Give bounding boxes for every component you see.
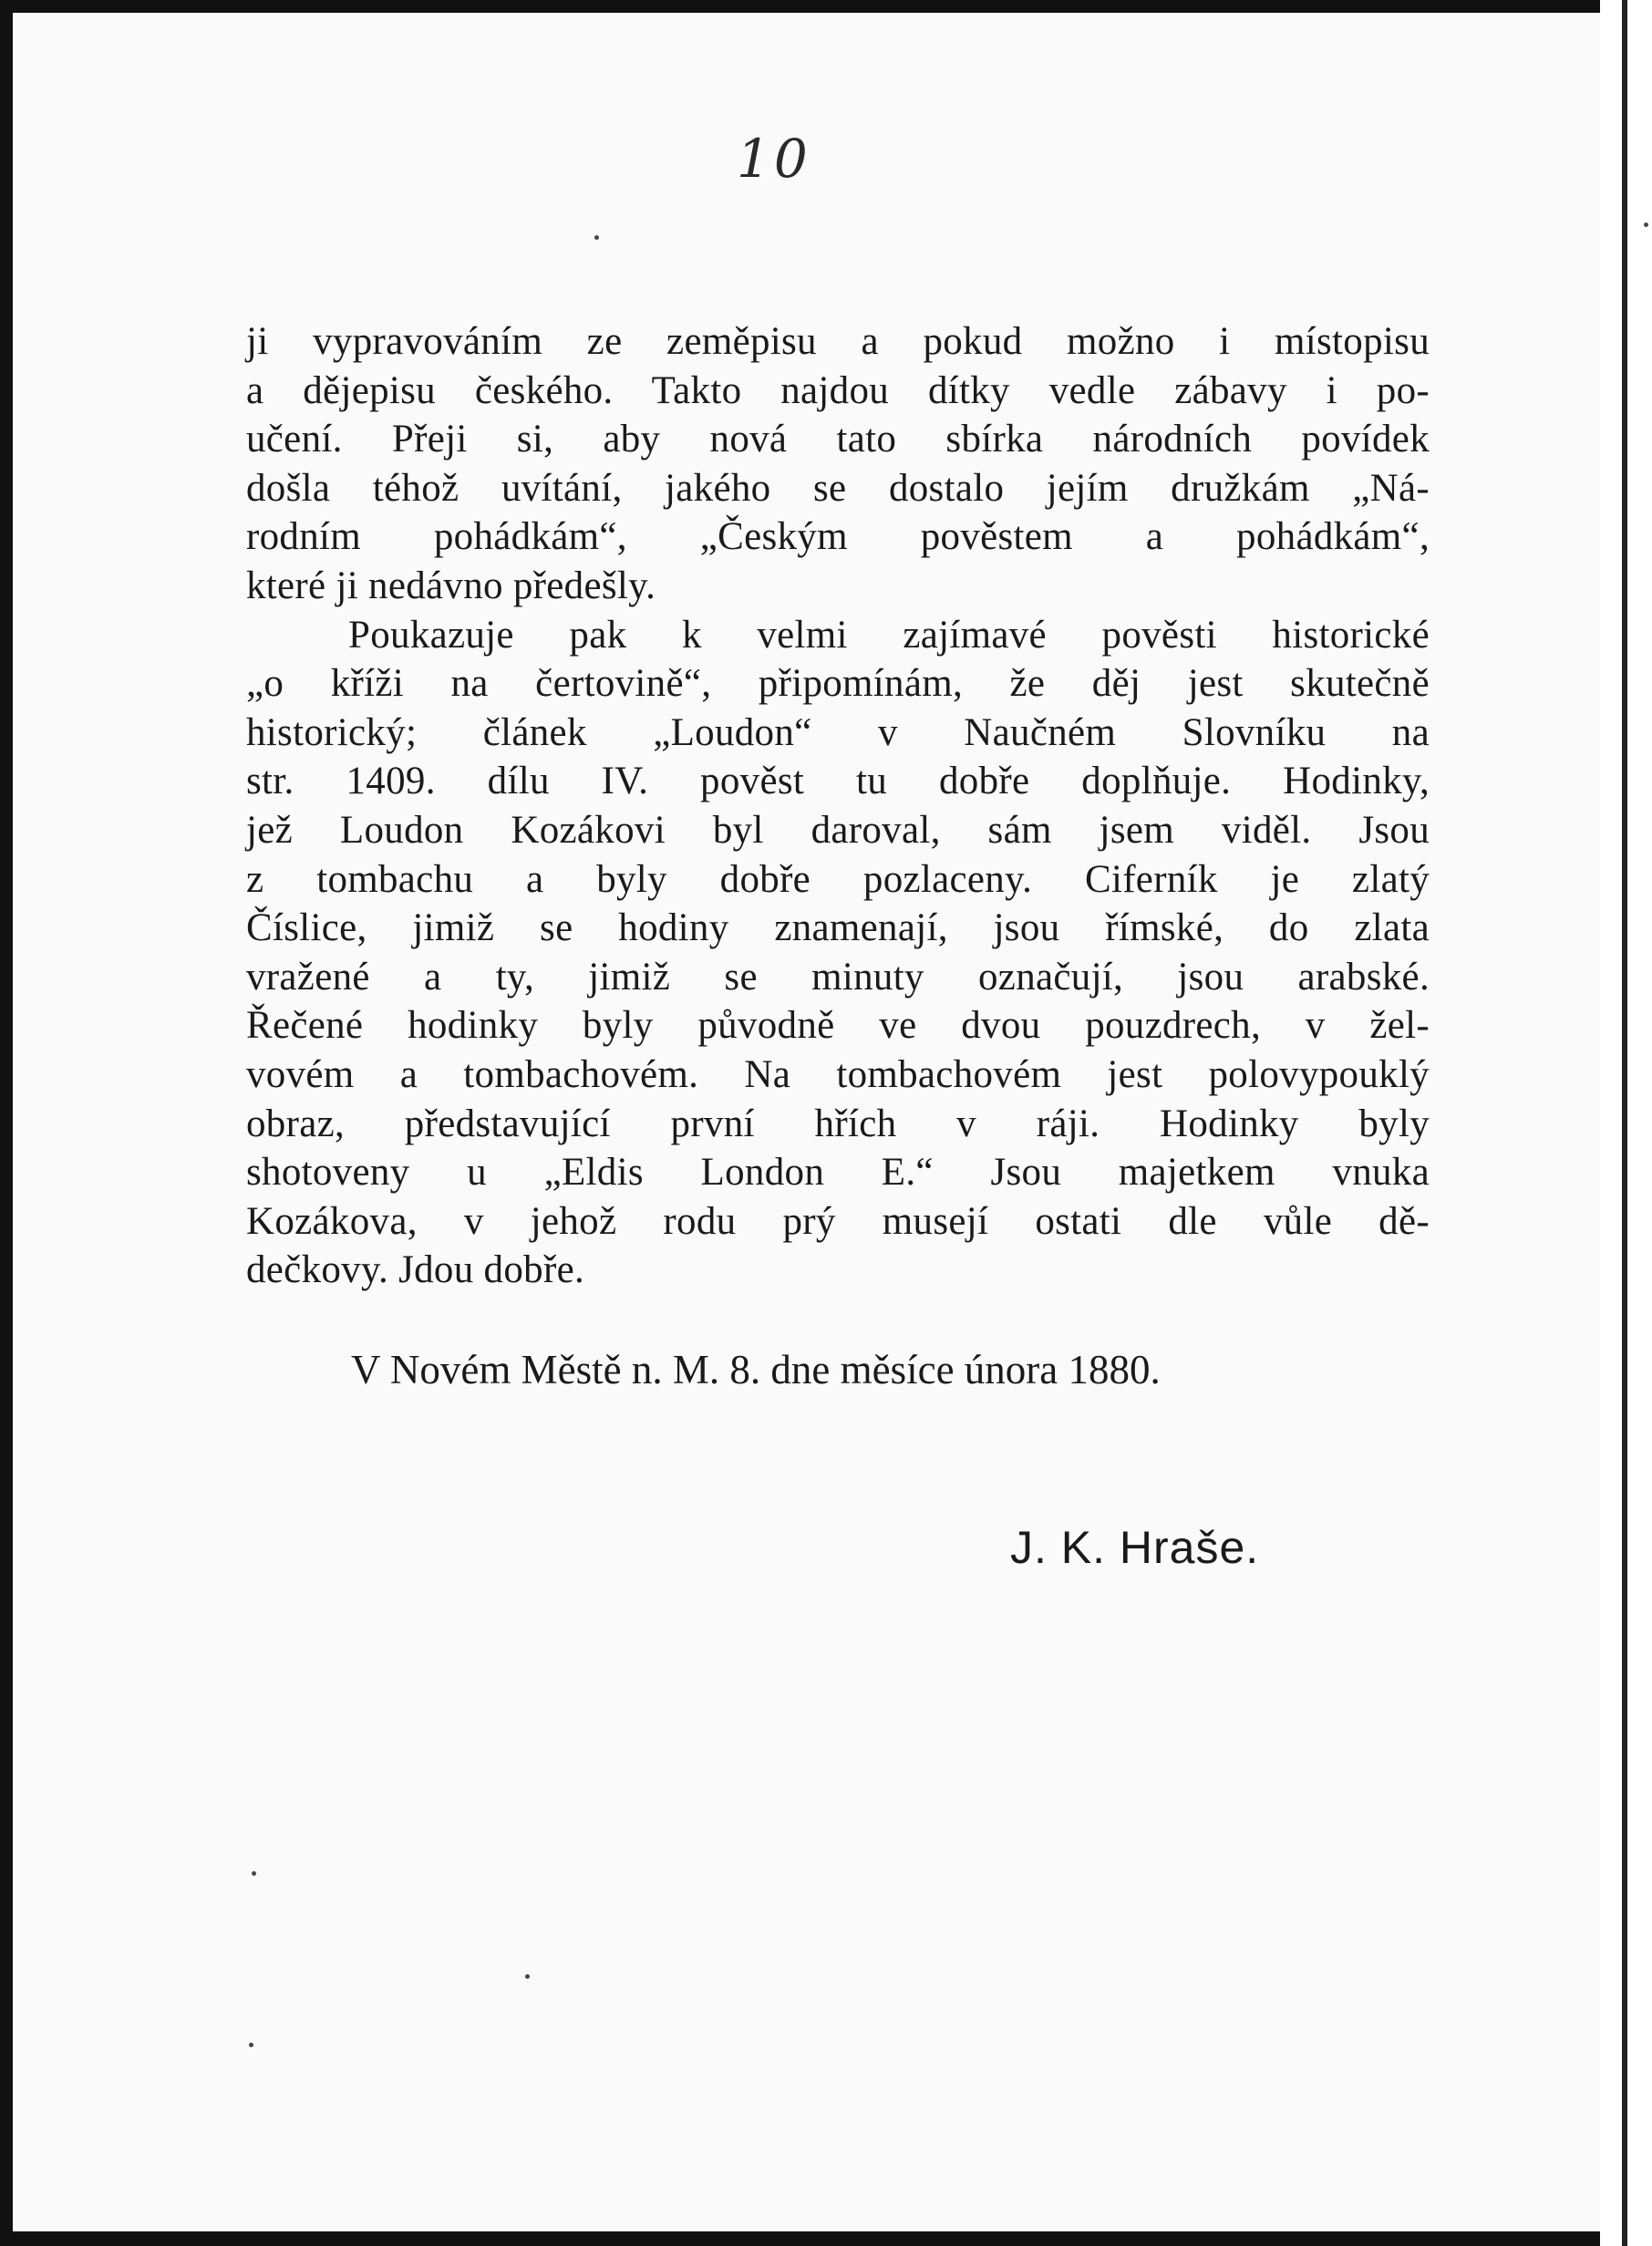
scan-border-right (1622, 0, 1627, 2246)
body-text (246, 317, 1430, 1295)
text-line: jež Loudon Kozákovi byl daroval, sám jsem viděl. Jsou (246, 808, 1430, 852)
scan-border-bottom (0, 2231, 1652, 2246)
scan-speck (594, 235, 599, 240)
text-line: a dějepisu českého. Takto najdou dítky vedle zábavy i po- (246, 368, 1430, 412)
text-line: z tombachu a byly dobře pozlaceny. Ciferník je zlatý (246, 857, 1430, 901)
scan-speck (525, 1974, 530, 1979)
text-line: vražené a ty, jimiž se minuty označují, jsou arabské. (246, 955, 1430, 999)
text-line: vovém a tombachovém. Na tombachovém jest polovypouklý (246, 1052, 1430, 1096)
scan-speck (1644, 223, 1648, 227)
scan-border-left (0, 0, 13, 2246)
scan-speck (249, 2043, 253, 2047)
handwritten-page-number: 10 (737, 128, 811, 190)
text-line: Číslice, jimiž se hodiny znamenají, jsou římské, do zlata (246, 906, 1430, 950)
text-line: Poukazuje pak k velmi zajímavé pověsti historické (348, 613, 1430, 657)
text-line: rodním pohádkám“, „Českým pověstem a pohádkám“, (246, 515, 1430, 559)
text-line: došla téhož uvítání, jakého se dostalo jejím družkám „Ná- (246, 466, 1430, 510)
text-line: učení. Přeji si, aby nová tato sbírka národních povídek (246, 418, 1430, 461)
text-line: Řečené hodinky byly původně ve dvou pouzdrech, v žel- (246, 1004, 1430, 1048)
paragraph-2 (246, 611, 1430, 1295)
text-line: ji vypravováním ze zeměpisu a pokud možno i místopisu (246, 320, 1430, 363)
text-line: které ji nedávno předešly. (246, 564, 656, 607)
text-line: Kozákova, v jehož rodu prý musejí ostati dle vůle dě- (246, 1199, 1430, 1243)
text-line: historický; článek „Loudon“ v Naučném Slovníku na (246, 710, 1430, 754)
scan-border-top (0, 0, 1652, 13)
text-line: dečkovy. Jdou dobře. (246, 1248, 585, 1292)
text-line: str. 1409. dílu IV. pověst tu dobře doplňuje. Hodinky, (246, 760, 1430, 803)
paragraph-1 (246, 317, 1430, 611)
text-line: „o kříži na čertovině“, připomínám, že děj jest skutečně (246, 662, 1430, 706)
text-line: obraz, představující první hřích v ráji. Hodinky byly (246, 1102, 1430, 1145)
place-date-line: V Novém Městě n. M. 8. dne měsíce února 1880. (351, 1347, 1161, 1392)
scan-speck (252, 1871, 256, 1876)
text-line: shotoveny u „Eldis London E.“ Jsou majetkem vnuka (246, 1151, 1430, 1195)
author-signature: J. K. Hraše. (1010, 1522, 1260, 1573)
